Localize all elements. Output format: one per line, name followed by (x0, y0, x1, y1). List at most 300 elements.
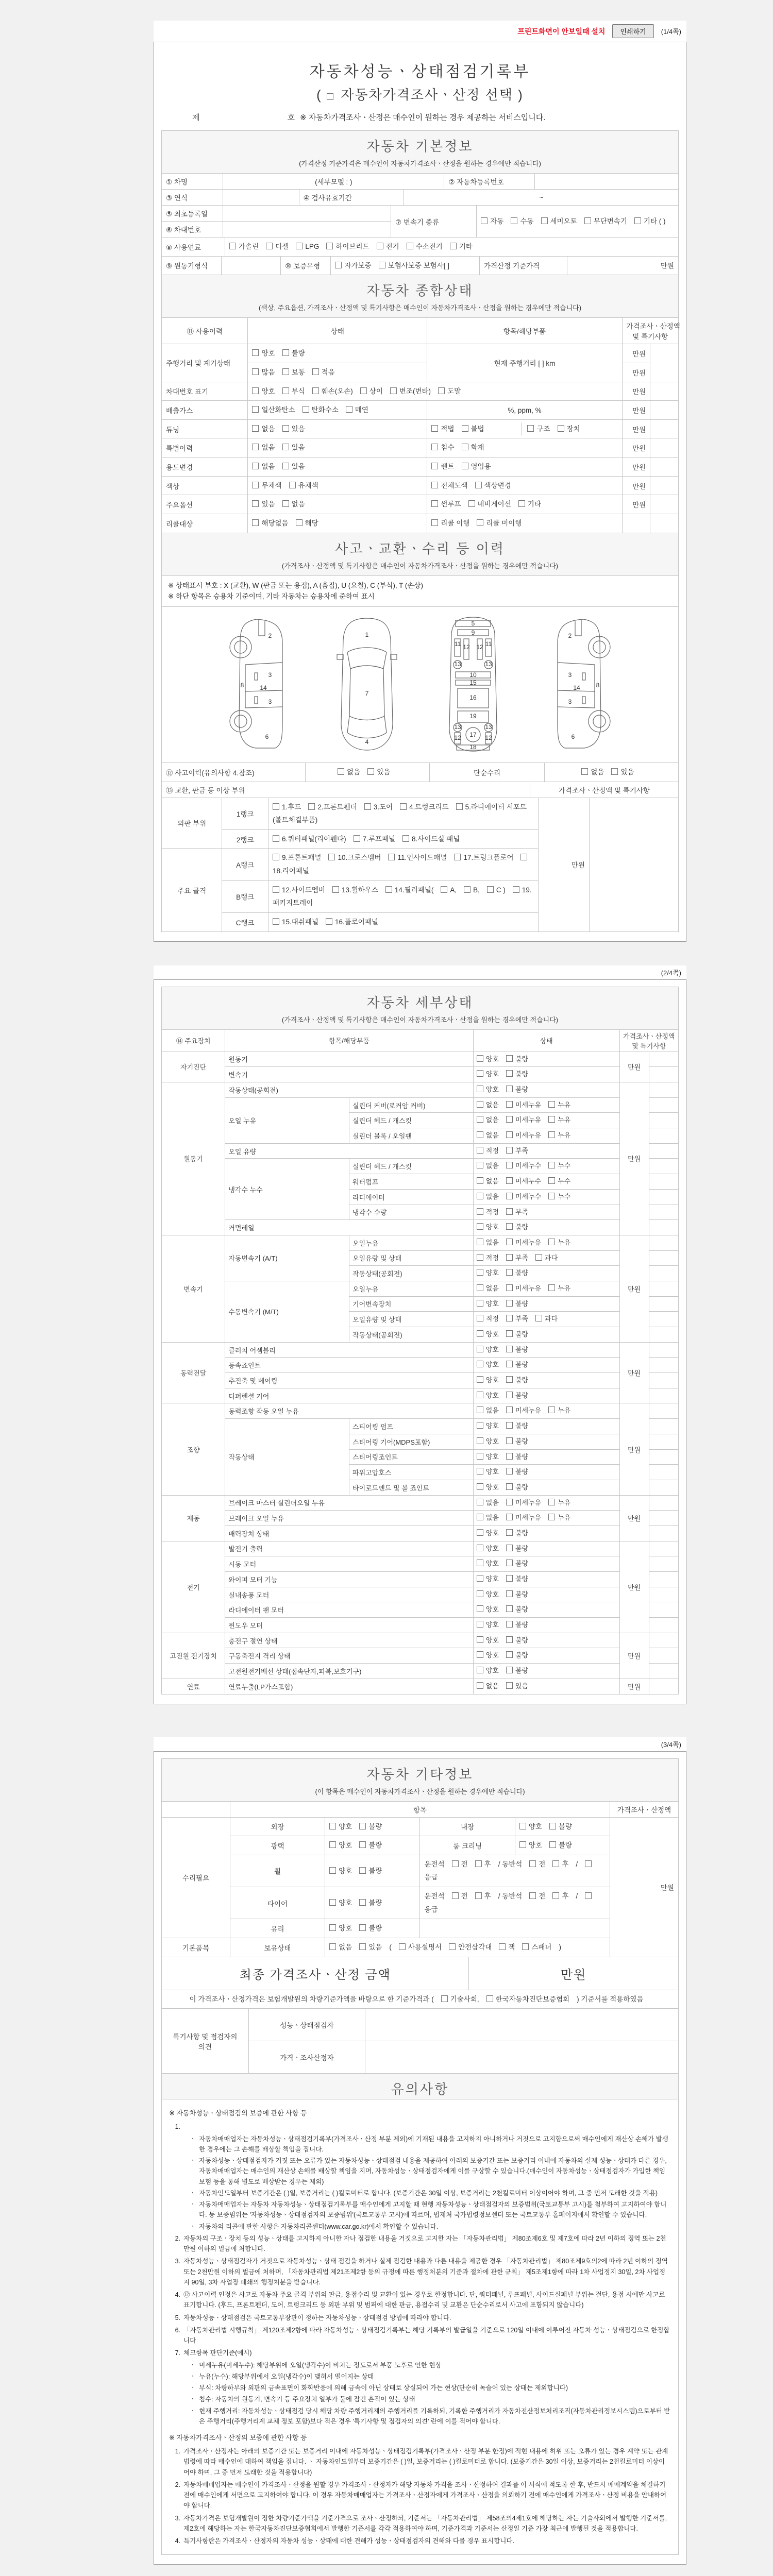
checkbox[interactable] (477, 1605, 483, 1612)
checkbox[interactable] (303, 406, 309, 413)
checkbox[interactable] (506, 1193, 513, 1199)
checkbox[interactable] (506, 1330, 513, 1337)
checkbox[interactable] (477, 1376, 483, 1383)
notes-cell[interactable] (649, 1113, 678, 1128)
notes-cell[interactable] (649, 1235, 678, 1250)
notes-cell[interactable] (649, 1679, 678, 1694)
final-price-value[interactable] (469, 1957, 679, 1990)
checkbox[interactable] (400, 803, 407, 810)
checkbox[interactable] (431, 482, 438, 488)
checkbox[interactable] (332, 886, 339, 893)
notes-cell[interactable] (649, 1296, 678, 1312)
checkbox[interactable] (506, 1545, 513, 1551)
checkbox[interactable] (477, 1682, 483, 1689)
notes-cell[interactable] (650, 382, 679, 401)
notes-cell[interactable] (649, 1449, 678, 1465)
checkbox[interactable] (388, 854, 395, 860)
checkbox[interactable] (548, 1284, 555, 1291)
checkbox[interactable] (399, 1943, 406, 1950)
notes-cell[interactable] (649, 1602, 678, 1618)
checkbox[interactable] (520, 854, 527, 860)
checkbox[interactable] (464, 886, 470, 893)
checkbox[interactable] (506, 1499, 513, 1505)
checkbox[interactable] (477, 1406, 483, 1413)
checkbox[interactable] (456, 803, 463, 810)
checkbox[interactable] (548, 1116, 555, 1123)
notes-cell[interactable] (649, 1403, 678, 1419)
checkbox[interactable] (506, 1284, 513, 1291)
value-model-year[interactable] (223, 190, 299, 206)
checkbox[interactable] (252, 500, 259, 507)
checkbox[interactable] (360, 387, 367, 394)
checkbox[interactable] (385, 886, 392, 893)
checkbox[interactable] (477, 1392, 483, 1398)
checkbox[interactable] (506, 1086, 513, 1092)
checkbox[interactable] (506, 1437, 513, 1444)
checkbox[interactable] (329, 1899, 336, 1906)
checkbox[interactable] (506, 1101, 513, 1108)
checkbox[interactable] (346, 406, 352, 413)
notes-cell[interactable] (650, 401, 679, 420)
notes-cell[interactable] (649, 1664, 678, 1679)
checkbox[interactable] (506, 1116, 513, 1123)
checkbox[interactable] (450, 243, 457, 249)
checkbox[interactable] (454, 854, 461, 860)
checkbox[interactable] (282, 500, 289, 507)
checkbox[interactable] (477, 1177, 483, 1184)
checkbox[interactable] (475, 1892, 482, 1899)
checkbox[interactable] (329, 1924, 336, 1931)
checkbox[interactable] (477, 1193, 483, 1199)
checkbox[interactable] (506, 1162, 513, 1168)
checkbox[interactable] (506, 1070, 513, 1077)
notes-cell[interactable] (650, 514, 679, 533)
notes-cell[interactable] (649, 1572, 678, 1587)
checkbox[interactable] (477, 1590, 483, 1597)
checkbox[interactable] (475, 482, 482, 488)
checkbox[interactable] (477, 1055, 483, 1062)
checkbox[interactable] (548, 1162, 555, 1168)
checkbox[interactable] (359, 1823, 366, 1829)
checkbox[interactable] (431, 519, 438, 526)
price-cell[interactable]: 만원 (619, 1403, 649, 1495)
value-inspection-period[interactable]: ~ (404, 190, 679, 206)
price-cell[interactable] (622, 514, 650, 533)
checkbox[interactable] (431, 500, 438, 507)
price-cell[interactable]: 만원 (622, 495, 650, 514)
checkbox[interactable] (296, 243, 303, 249)
notes-cell[interactable] (649, 1327, 678, 1343)
notes-cell[interactable] (649, 1143, 678, 1159)
notes-cell[interactable] (649, 1526, 678, 1541)
price-cell[interactable]: 만원 (622, 382, 650, 401)
price-cell[interactable]: 만원 (622, 457, 650, 477)
checkbox[interactable] (506, 1254, 513, 1261)
checkbox[interactable] (549, 1823, 556, 1829)
notes-cell[interactable] (650, 438, 679, 457)
checkbox[interactable] (513, 886, 519, 893)
value-first-reg-date[interactable] (223, 206, 391, 222)
checkbox[interactable] (438, 387, 445, 394)
notes-cell[interactable] (649, 1480, 678, 1495)
price-cell[interactable]: 만원 (622, 476, 650, 495)
checkbox[interactable] (329, 1867, 336, 1874)
checkbox[interactable] (407, 243, 413, 249)
checkbox[interactable] (252, 519, 259, 526)
checkbox[interactable] (477, 1147, 483, 1154)
checkbox[interactable] (634, 217, 641, 224)
checkbox[interactable] (462, 463, 468, 469)
checkbox[interactable] (549, 1841, 556, 1848)
price-cell[interactable]: 만원 (619, 1495, 649, 1541)
checkbox[interactable] (506, 1514, 513, 1520)
checkbox[interactable] (431, 425, 438, 432)
checkbox[interactable] (548, 1499, 555, 1505)
notes-cell[interactable] (649, 1189, 678, 1205)
checkbox[interactable] (329, 1841, 336, 1848)
notes-cell[interactable] (649, 1373, 678, 1388)
checkbox[interactable] (506, 1147, 513, 1154)
checkbox[interactable] (252, 349, 259, 356)
checkbox[interactable] (506, 1636, 513, 1643)
checkbox[interactable] (266, 243, 273, 249)
checkbox[interactable] (364, 803, 371, 810)
checkbox[interactable] (359, 1841, 366, 1848)
checkbox[interactable] (477, 1514, 483, 1520)
notes-cell[interactable] (649, 1633, 678, 1648)
checkbox[interactable] (252, 444, 259, 450)
notes-cell[interactable] (649, 1648, 678, 1664)
checkbox[interactable] (477, 1223, 483, 1230)
checkbox[interactable] (548, 1177, 555, 1184)
checkbox[interactable] (477, 1651, 483, 1658)
print-button[interactable]: 인쇄하기 (612, 24, 653, 38)
checkbox[interactable] (289, 482, 296, 488)
checkbox[interactable] (477, 1422, 483, 1429)
value-engine-type[interactable] (221, 256, 281, 275)
checkbox[interactable] (477, 1560, 483, 1566)
checkbox[interactable] (506, 1131, 513, 1138)
checkbox[interactable] (452, 1892, 459, 1899)
notes-cell[interactable] (649, 1174, 678, 1190)
checkbox[interactable] (611, 768, 618, 775)
checkbox[interactable] (328, 854, 335, 860)
price-cell[interactable]: 만원 (622, 344, 650, 363)
checkbox[interactable] (273, 918, 279, 925)
checkbox[interactable] (477, 1131, 483, 1138)
checkbox[interactable] (390, 387, 397, 394)
checkbox[interactable] (477, 1575, 483, 1582)
checkbox[interactable] (506, 1667, 513, 1673)
checkbox[interactable] (541, 217, 548, 224)
checkbox[interactable] (308, 803, 315, 810)
checkbox[interactable] (326, 918, 332, 925)
checkbox[interactable] (477, 1284, 483, 1291)
checkbox[interactable] (506, 1453, 513, 1460)
checkbox[interactable] (506, 1575, 513, 1582)
checkbox[interactable] (477, 1483, 483, 1490)
checkbox[interactable] (477, 1499, 483, 1505)
checkbox[interactable] (529, 1860, 536, 1867)
checkbox[interactable] (487, 886, 494, 893)
checkbox[interactable] (506, 1483, 513, 1490)
checkbox[interactable] (475, 1860, 482, 1867)
checkbox[interactable] (477, 1667, 483, 1673)
checkbox[interactable] (441, 886, 447, 893)
checkbox[interactable] (584, 217, 591, 224)
checkbox[interactable] (519, 1841, 526, 1848)
item-label: 변속기 (225, 1067, 473, 1082)
notes-cell[interactable] (650, 419, 679, 438)
checkbox[interactable] (462, 425, 468, 432)
checkbox[interactable] (477, 1101, 483, 1108)
checkbox[interactable] (506, 1300, 513, 1307)
notes-cell[interactable] (649, 1556, 678, 1572)
checkbox[interactable] (282, 368, 289, 375)
checkbox[interactable] (511, 217, 517, 224)
notes-cell[interactable] (649, 1250, 678, 1266)
notes-cell[interactable] (649, 1052, 678, 1067)
checkbox[interactable] (506, 1529, 513, 1536)
checkbox[interactable] (477, 1315, 483, 1321)
checkbox[interactable] (506, 1315, 513, 1321)
checkbox[interactable] (535, 1254, 542, 1261)
checkbox[interactable] (552, 1892, 559, 1899)
checkbox[interactable] (329, 1823, 336, 1829)
checkbox[interactable] (506, 1605, 513, 1612)
checkbox[interactable] (359, 1867, 366, 1874)
checkbox[interactable] (477, 1330, 483, 1337)
device-group-label: 변속기 (162, 1235, 225, 1342)
notes-cell[interactable] (649, 1312, 678, 1327)
checkbox[interactable] (506, 1621, 513, 1628)
checkbox[interactable] (477, 1545, 483, 1551)
notes-cell[interactable] (649, 1358, 678, 1373)
checkbox[interactable] (548, 1131, 555, 1138)
checkbox[interactable] (548, 1239, 555, 1245)
notes-cell[interactable] (649, 1128, 678, 1144)
checkbox[interactable] (506, 1682, 513, 1689)
checkbox[interactable] (252, 463, 259, 469)
notes-cell[interactable] (590, 798, 679, 931)
checkbox[interactable] (585, 1892, 592, 1899)
install-notice-link[interactable]: 프린트화면이 안보일때 설치 (517, 27, 606, 36)
price-cell[interactable]: 만원 (619, 1052, 649, 1082)
price-cell[interactable]: 만원 (619, 1541, 649, 1633)
checkbox[interactable] (441, 1995, 448, 2002)
checkbox[interactable] (477, 519, 483, 526)
checkbox[interactable] (282, 349, 289, 356)
checkbox[interactable] (506, 1651, 513, 1658)
value-car-name[interactable]: (세부모델 : ) (223, 174, 444, 190)
checkbox[interactable] (338, 768, 344, 775)
value-vin[interactable] (223, 222, 391, 238)
price-cell[interactable]: 만원 (622, 363, 650, 382)
checkbox[interactable] (506, 1422, 513, 1429)
checkbox[interactable] (552, 1860, 559, 1867)
checkbox[interactable] (535, 1315, 542, 1321)
checkbox[interactable] (282, 463, 289, 469)
checkbox[interactable] (477, 1346, 483, 1352)
checkbox[interactable] (354, 835, 360, 842)
notes-cell[interactable] (649, 1495, 678, 1511)
checkbox[interactable] (431, 444, 438, 450)
checkbox[interactable] (477, 1300, 483, 1307)
checkbox[interactable] (327, 93, 333, 100)
price-cell[interactable]: 만원 (622, 419, 650, 438)
checkbox[interactable] (462, 444, 468, 450)
checkbox[interactable] (506, 1406, 513, 1413)
checkbox[interactable] (477, 1468, 483, 1475)
checkbox[interactable] (402, 835, 409, 842)
notes-cell[interactable] (650, 476, 679, 495)
checkbox[interactable] (522, 1943, 529, 1950)
price-cell[interactable]: 만원 (619, 1633, 649, 1679)
checkbox[interactable] (506, 1376, 513, 1383)
checkbox[interactable] (506, 1346, 513, 1352)
checkbox[interactable] (273, 803, 279, 810)
checkbox[interactable] (329, 1943, 336, 1950)
checkbox[interactable] (506, 1560, 513, 1566)
notes-cell[interactable] (649, 1342, 678, 1358)
checkbox[interactable] (252, 425, 259, 432)
notes-cell[interactable] (649, 1465, 678, 1480)
checkbox[interactable] (506, 1223, 513, 1230)
checkbox[interactable] (548, 1514, 555, 1520)
price-cell[interactable]: 만원 (622, 401, 650, 420)
checkbox[interactable] (282, 425, 289, 432)
notes-cell[interactable] (649, 1159, 678, 1174)
checkbox[interactable] (506, 1590, 513, 1597)
checkbox[interactable] (581, 768, 588, 775)
checkbox[interactable] (477, 1086, 483, 1092)
checkbox[interactable] (477, 1529, 483, 1536)
notes-cell[interactable] (649, 1205, 678, 1220)
checkbox[interactable] (477, 1239, 483, 1245)
notes-cell[interactable] (649, 1618, 678, 1633)
checkbox[interactable] (506, 1055, 513, 1062)
checkbox[interactable] (558, 425, 564, 432)
notes-cell[interactable] (649, 1434, 678, 1449)
checkbox[interactable] (506, 1239, 513, 1245)
notes-cell[interactable] (649, 1266, 678, 1281)
price-cell[interactable]: 만원 (619, 1235, 649, 1342)
checkbox[interactable] (252, 387, 259, 394)
checkbox[interactable] (312, 387, 319, 394)
notes-cell[interactable] (649, 1541, 678, 1556)
notes-cell[interactable] (649, 1067, 678, 1082)
checkbox[interactable] (477, 1208, 483, 1215)
notes-cell[interactable] (649, 1281, 678, 1296)
checkbox[interactable] (282, 387, 289, 394)
checkbox[interactable] (273, 854, 279, 860)
price-cell[interactable]: 만원 (610, 1817, 679, 1957)
notes-cell[interactable] (650, 457, 679, 477)
checkbox[interactable] (506, 1392, 513, 1398)
checkbox[interactable] (477, 1070, 483, 1077)
notes-cell[interactable] (649, 1097, 678, 1113)
notes-cell[interactable] (650, 344, 679, 382)
checkbox[interactable] (548, 1406, 555, 1413)
checkbox[interactable] (506, 1269, 513, 1276)
checkbox[interactable] (477, 1621, 483, 1628)
notes-cell[interactable] (649, 1388, 678, 1403)
checkbox[interactable] (477, 1361, 483, 1367)
checkbox[interactable] (377, 243, 383, 249)
notes-cell[interactable] (650, 495, 679, 514)
checkbox[interactable] (506, 1361, 513, 1367)
checkbox[interactable] (296, 519, 303, 526)
checkbox[interactable] (468, 500, 475, 507)
checkbox[interactable] (477, 1437, 483, 1444)
checkbox[interactable] (477, 1116, 483, 1123)
checkbox[interactable] (499, 1943, 506, 1950)
checkbox[interactable] (273, 835, 279, 842)
checkbox[interactable] (326, 243, 333, 249)
checkbox[interactable] (527, 425, 534, 432)
checkbox[interactable] (359, 1899, 366, 1906)
checkbox[interactable] (449, 1943, 456, 1950)
price-cell[interactable]: 만원 (619, 1679, 649, 1694)
price-cell[interactable]: 만원 (619, 1082, 649, 1235)
checkbox[interactable] (506, 1468, 513, 1475)
checkbox[interactable] (548, 1193, 555, 1199)
notes-cell[interactable] (649, 1511, 678, 1526)
checkbox[interactable] (481, 217, 488, 224)
checkbox[interactable] (506, 1208, 513, 1215)
checkbox[interactable] (359, 1943, 366, 1950)
option-label: 8.사이드실 패널 (412, 835, 460, 843)
value-reg-no[interactable] (535, 174, 679, 190)
checkbox[interactable] (229, 243, 236, 249)
checkbox[interactable] (486, 1995, 493, 2002)
notes-cell[interactable] (649, 1419, 678, 1434)
price-cell[interactable]: 만원 (539, 798, 590, 931)
checkbox[interactable] (477, 1162, 483, 1168)
value-base-price[interactable]: 만원 (567, 256, 679, 275)
checkbox[interactable] (529, 1892, 536, 1899)
checkbox[interactable] (519, 1823, 526, 1829)
checkbox[interactable] (431, 463, 438, 469)
opinion-value[interactable] (365, 2041, 679, 2074)
checkbox[interactable] (273, 886, 279, 893)
checkbox[interactable] (335, 262, 342, 268)
opinion-value[interactable] (365, 2009, 679, 2041)
checkbox[interactable] (548, 1101, 555, 1108)
checkbox[interactable] (252, 368, 259, 375)
checkbox[interactable] (452, 1860, 459, 1867)
checkbox[interactable] (367, 768, 374, 775)
checkbox[interactable] (477, 1636, 483, 1643)
checkbox[interactable] (252, 406, 259, 413)
price-cell[interactable]: 만원 (619, 1342, 649, 1403)
notes-cell[interactable] (649, 1220, 678, 1235)
notes-cell[interactable] (649, 1587, 678, 1602)
checkbox[interactable] (359, 1924, 366, 1931)
checkbox[interactable] (506, 1177, 513, 1184)
checkbox[interactable] (518, 500, 525, 507)
checkbox[interactable] (282, 444, 289, 450)
checkbox[interactable] (312, 368, 319, 375)
checkbox[interactable] (252, 482, 259, 488)
checkbox[interactable] (585, 1860, 592, 1867)
checkbox[interactable] (379, 262, 385, 268)
checkbox[interactable] (477, 1453, 483, 1460)
checkbox[interactable] (477, 1254, 483, 1261)
notes-cell[interactable] (649, 1082, 678, 1098)
price-cell[interactable]: 만원 (622, 438, 650, 457)
checkbox[interactable] (477, 1269, 483, 1276)
